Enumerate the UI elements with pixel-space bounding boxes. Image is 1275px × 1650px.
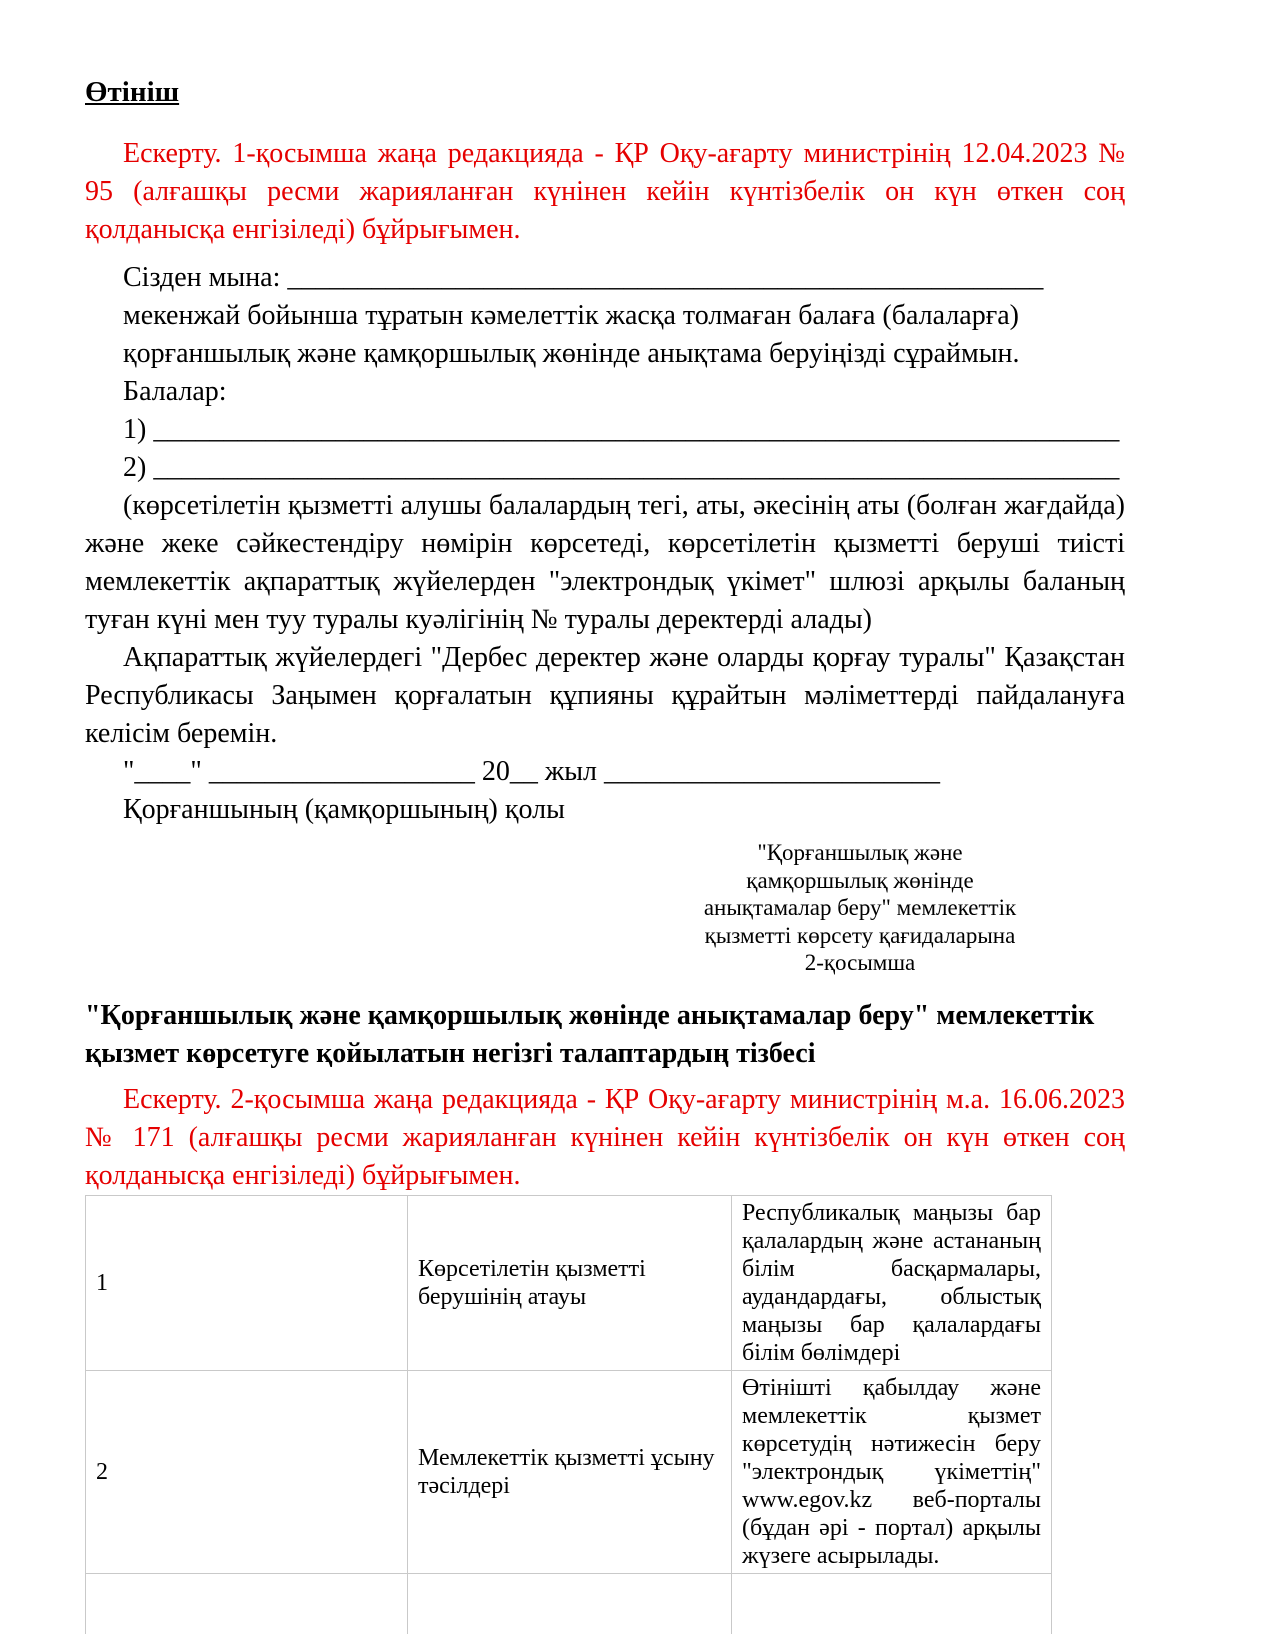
row-number-cell: 2 — [86, 1370, 408, 1573]
table-row-truncated — [86, 1573, 1052, 1634]
table-row — [86, 1195, 1052, 1370]
children-data-note: (көрсетілетін қызметті алушы балалардың тегі, аты, әкесінің аты (болған жағдайда) және жеке сәйкестендіру нөмірін көрсетеді, көрсетілетін қызметті беруші тиісті мемлекеттік ақпараттық жүйелерден "электрондық үкімет" шлюзі арқылы баланың туған күні мен туу туралы куәлігінің № туралы деректерді алады) — [85, 490, 1125, 635]
consent-paragraph: Ақпараттық жүйелердегі "Дербес деректер және оларды қорғау туралы" Қазақстан Республикасы Заңымен қорғалатын құпияны құрайтын мәліметтерді пайдалануға келісім беремін. — [85, 642, 1125, 749]
criterion-value-cell: Республикалық маңызы бар қалалардың және астананың білім басқармалары, аудандардағы, облыстық маңызы бар қалалардағы білім бөлімдері — [732, 1195, 1052, 1370]
appendix-reference-line: "Қорғаншылық және — [757, 840, 963, 865]
appendix-reference-line: қызметті көрсету қағидаларына — [704, 922, 1016, 948]
appendix-reference-line: 2-қосымша — [804, 950, 916, 975]
appendix-reference-line: анықтамалар беру" мемлекеттік — [703, 895, 1017, 920]
appendix-reference-line: қамқоршылық жөнінде — [746, 867, 974, 893]
child-2-number: 2) — [123, 452, 147, 483]
row-number-cell: 1 — [86, 1195, 408, 1370]
requirements-heading: "Қорғаншылық және қамқоршылық жөнінде анықтамалар беру" мемлекеттік қызмет көрсетуге қойылатын негізгі талаптардың тізбесі — [85, 999, 1095, 1069]
child-2-line — [85, 449, 1125, 487]
address-from-line — [85, 259, 1125, 297]
criterion-value-cell: Өтінішті қабылдау және мемлекеттік қызмет көрсетудің нәтижесін беру "электрондық үкіметтің" www.egov.kz веб-порталы (бұдан әрі - портал) арқылы жүзеге асырылады. — [732, 1370, 1052, 1573]
signature-caption: Қорғаншының (қамқоршының) қолы — [123, 794, 565, 825]
children-label: Балалар: — [123, 376, 227, 407]
appendix-reference-block — [680, 839, 1040, 977]
address-from-label: Сізден мына: — [123, 262, 281, 293]
address-continuation-line: мекенжай бойынша тұратын кәмелеттік жасқа толмаған балаға (балаларға) — [123, 300, 1019, 331]
purpose-line: қорғаншылық және қамқоршылық жөнінде анықтама беруіңізді сұраймын. — [123, 338, 1020, 369]
amendment-note-2: Ескерту. 2-қосымша жаңа редакцияда - ҚР Оқу-ағарту министрінің м.а. 16.06.2023 № 171 (алғашқы ресми жарияланған күнінен кейін күнтізбелік он күн өткен соң қолданысқа енгізіледі) бұйрығымен. — [85, 1083, 1125, 1191]
table-row — [86, 1370, 1052, 1573]
criterion-name-cell — [408, 1573, 732, 1634]
child-2-blank-line: _____________________________________________________________________ — [153, 452, 1120, 483]
address-blank-line: ______________________________________________________ — [287, 262, 1044, 293]
request-form-block — [85, 259, 1125, 487]
child-1-blank-line: _____________________________________________________________________ — [153, 414, 1120, 445]
child-1-line — [85, 411, 1125, 449]
criterion-name-cell: Көрсетілетін қызметті берушінің атауы — [408, 1195, 732, 1370]
requirements-table — [85, 1195, 1052, 1635]
row-number-cell — [86, 1573, 408, 1634]
date-signature-line: "____" ___________________ 20__ жыл ________________________ — [123, 756, 940, 787]
amendment-note-1: Ескерту. 1-қосымша жаңа редакцияда - ҚР Оқу-ағарту министрінің 12.04.2023 № 95 (алғашқы ресми жарияланған күнінен кейін күнтізбелік он күн өткен соң қолданысқа енгізіледі) бұйрығымен. — [85, 138, 1125, 245]
document-title: Өтініш — [85, 76, 180, 108]
child-1-number: 1) — [123, 414, 147, 445]
criterion-value-cell — [732, 1573, 1052, 1634]
criterion-name-cell: Мемлекеттік қызметті ұсыну тәсілдері — [408, 1370, 732, 1573]
